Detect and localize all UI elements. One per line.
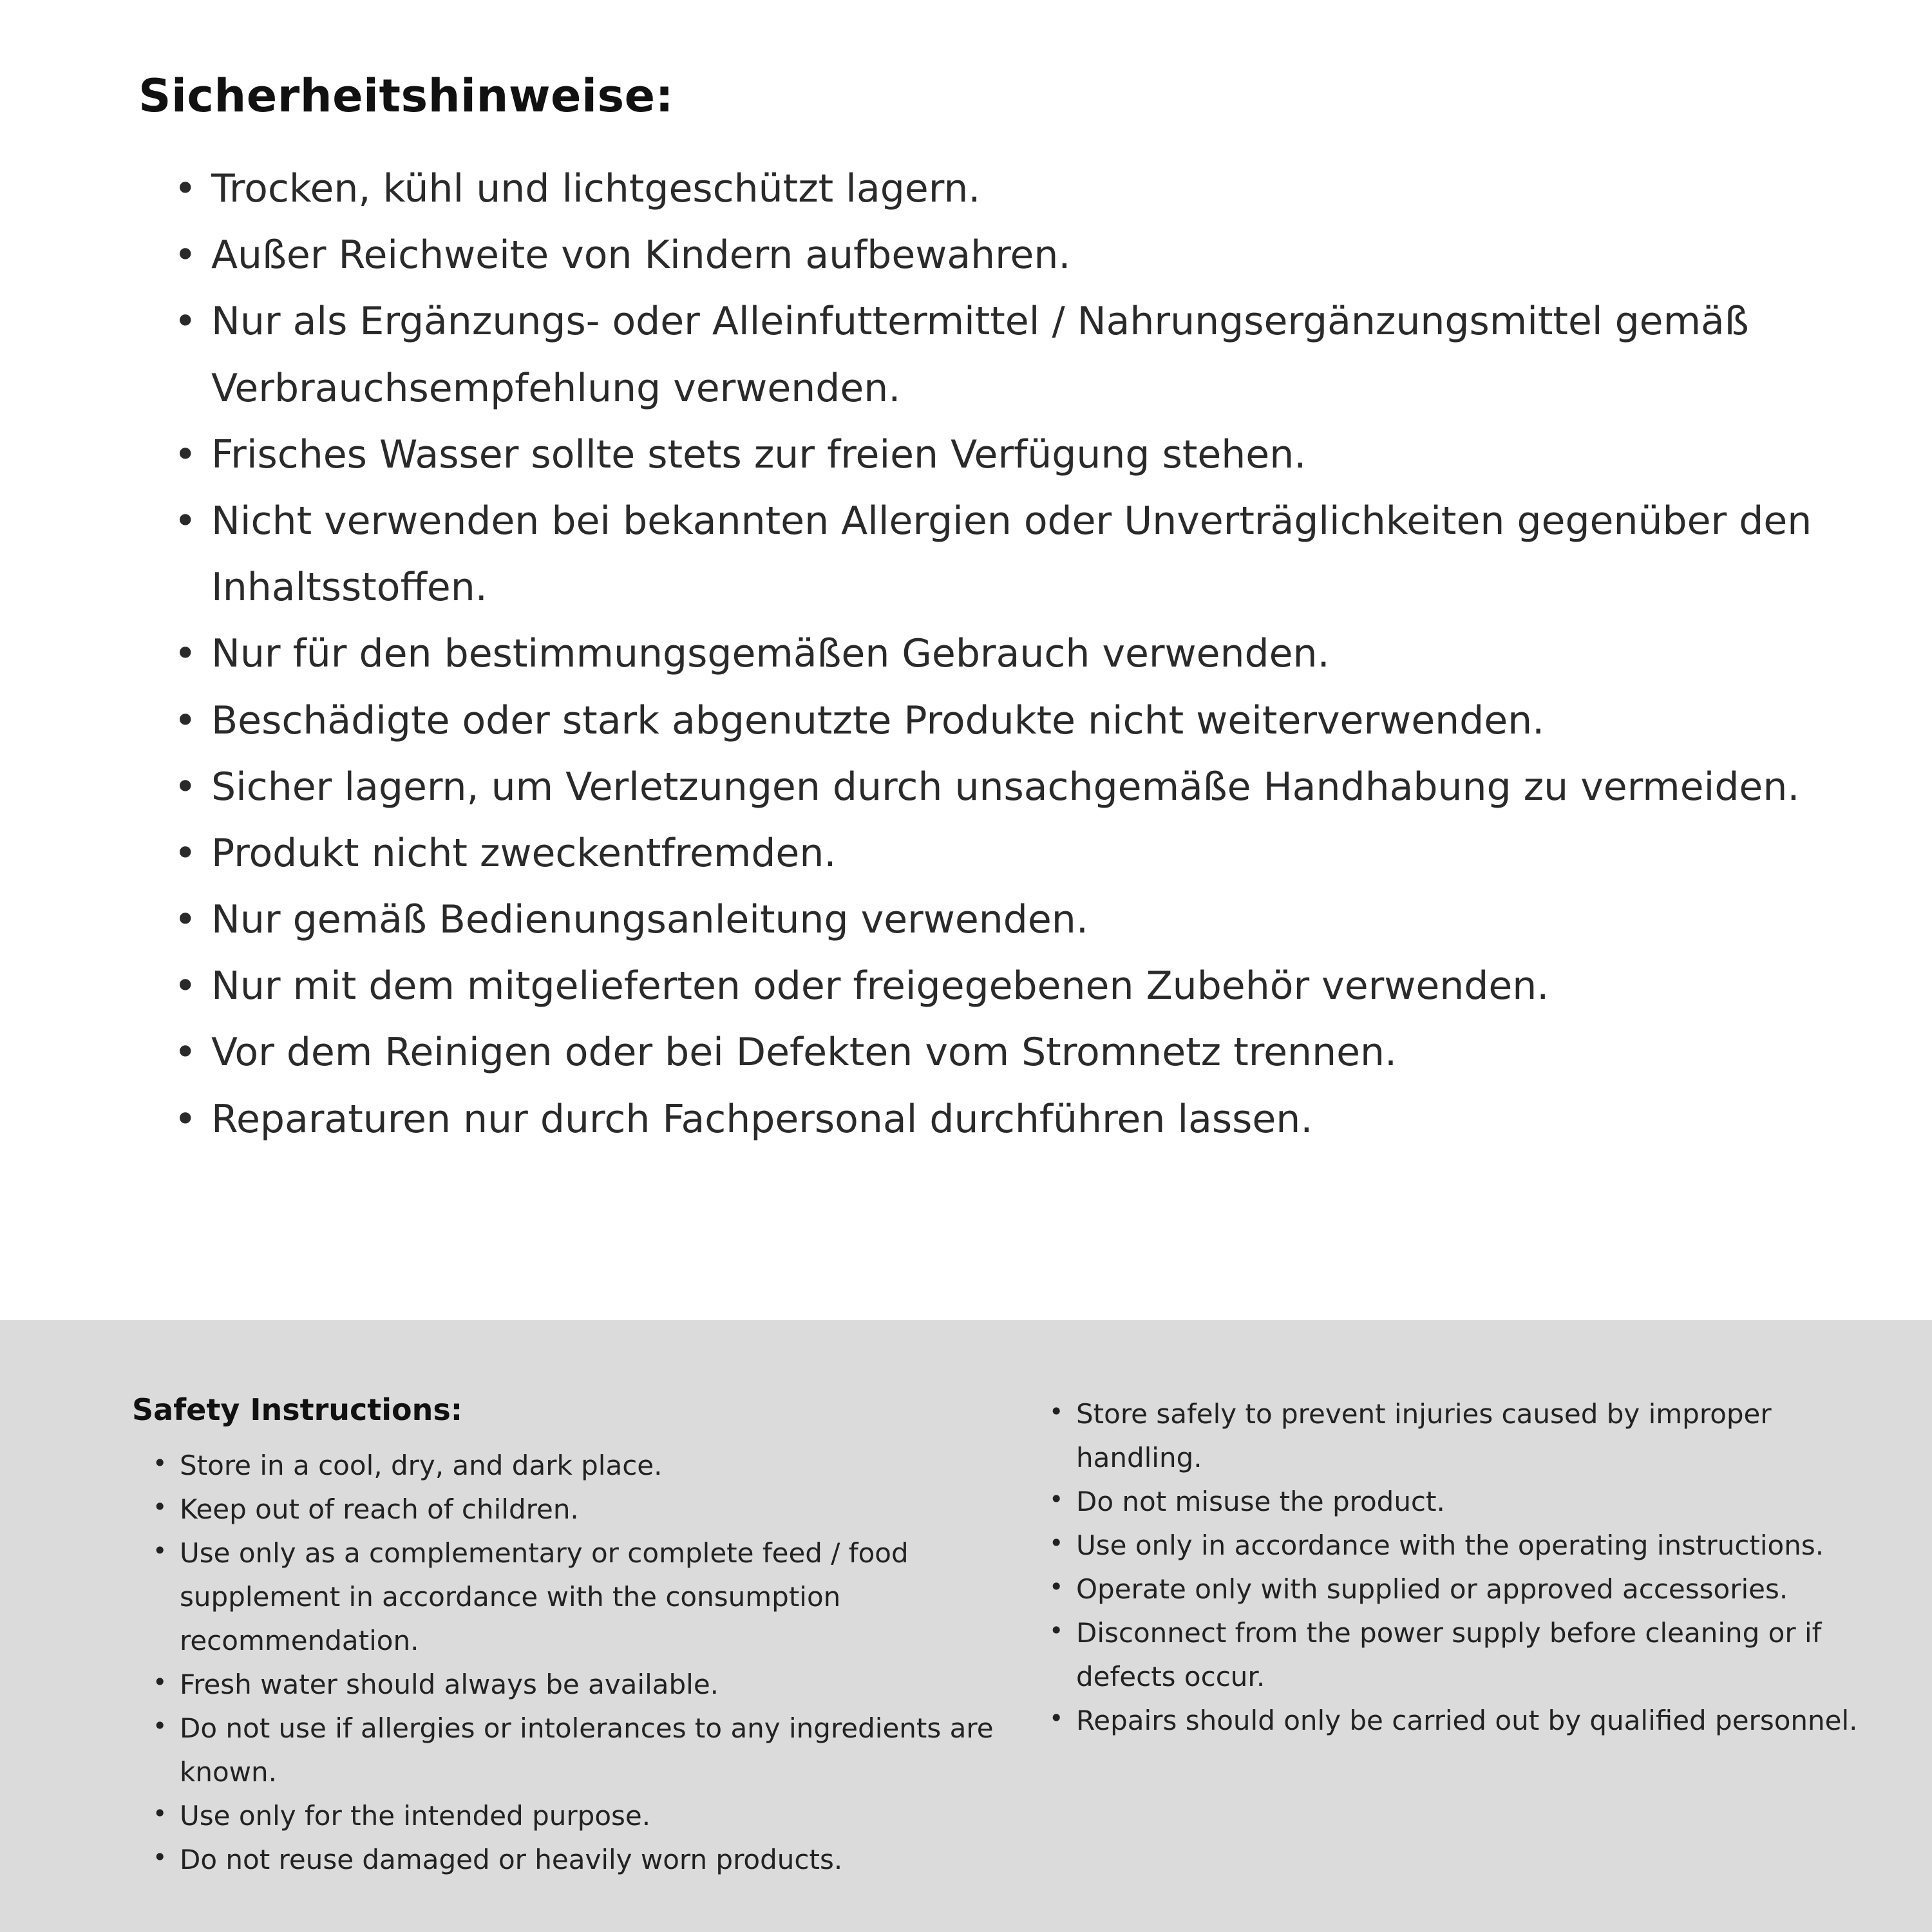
english-safety-list-right <box>1046 1392 1877 1743</box>
safety-list-item: • Trocken, kühl und lichtgeschützt lagern. <box>174 156 1835 222</box>
safety-list-item: • Reparaturen nur durch Fachpersonal durchführen lassen. <box>174 1086 1835 1153</box>
safety-list-item: • Beschädigte oder stark abgenutzte Produkte nicht weiterverwenden. <box>174 688 1835 754</box>
safety-list-item: • Operate only with supplied or approved accessories. <box>1046 1567 1877 1611</box>
safety-list-item: • Außer Reichweite von Kindern aufbewahren. <box>174 222 1835 289</box>
english-section-title: Safety Instructions: <box>132 1392 463 1427</box>
safety-list-item: • Use only for the intended purpose. <box>150 1794 1021 1838</box>
safety-list-item: • Do not reuse damaged or heavily worn products. <box>150 1838 1021 1882</box>
safety-list-item: • Store safely to prevent injuries caused by improper handling. <box>1046 1392 1877 1480</box>
safety-list-item: • Do not misuse the product. <box>1046 1480 1877 1524</box>
safety-list-item: • Do not use if allergies or intolerances to any ingredients are known. <box>150 1707 1021 1794</box>
english-section <box>0 1320 1932 1932</box>
safety-list-item: • Nur gemäß Bedienungsanleitung verwenden. <box>174 887 1835 953</box>
safety-list-item: • Nicht verwenden bei bekannten Allergien oder Unverträglichkeiten gegenüber den Inhaltsstoffen. <box>174 488 1835 621</box>
safety-list-item: • Frisches Wasser sollte stets zur freien Verfügung stehen. <box>174 422 1835 488</box>
safety-list-item: • Repairs should only be carried out by qualified personnel. <box>1046 1699 1877 1743</box>
safety-list-item: • Nur für den bestimmungsgemäßen Gebrauch verwenden. <box>174 621 1835 687</box>
safety-list-item: • Nur als Ergänzungs- oder Alleinfuttermittel / Nahrungsergänzungsmittel gemäß Verbrauchsempfehlung verwenden. <box>174 289 1835 421</box>
safety-list-item: • Vor dem Reinigen oder bei Defekten vom Stromnetz trennen. <box>174 1019 1835 1086</box>
safety-list-item: • Nur mit dem mitgelieferten oder freigegebenen Zubehör verwenden. <box>174 953 1835 1019</box>
safety-list-item: • Produkt nicht zweckentfremden. <box>174 820 1835 887</box>
safety-list-item: • Use only in accordance with the operating instructions. <box>1046 1524 1877 1567</box>
english-right-column <box>1046 1392 1877 1932</box>
german-section-title: Sicherheitshinweise: <box>138 70 674 122</box>
german-safety-list <box>138 156 1835 1153</box>
safety-list-item: • Use only as a complementary or complete feed / food supplement in accordance with the consumption recommendation. <box>150 1531 1021 1663</box>
safety-list-item: • Store in a cool, dry, and dark place. <box>150 1444 1021 1488</box>
english-left-column <box>132 1392 1021 1932</box>
safety-list-item: • Keep out of reach of children. <box>150 1488 1021 1531</box>
safety-list-item: • Fresh water should always be available. <box>150 1663 1021 1707</box>
safety-list-item: • Sicher lagern, um Verletzungen durch unsachgemäße Handhabung zu vermeiden. <box>174 754 1835 820</box>
safety-list-item: • Disconnect from the power supply before cleaning or if defects occur. <box>1046 1611 1877 1699</box>
english-safety-list-left <box>132 1444 1021 1882</box>
